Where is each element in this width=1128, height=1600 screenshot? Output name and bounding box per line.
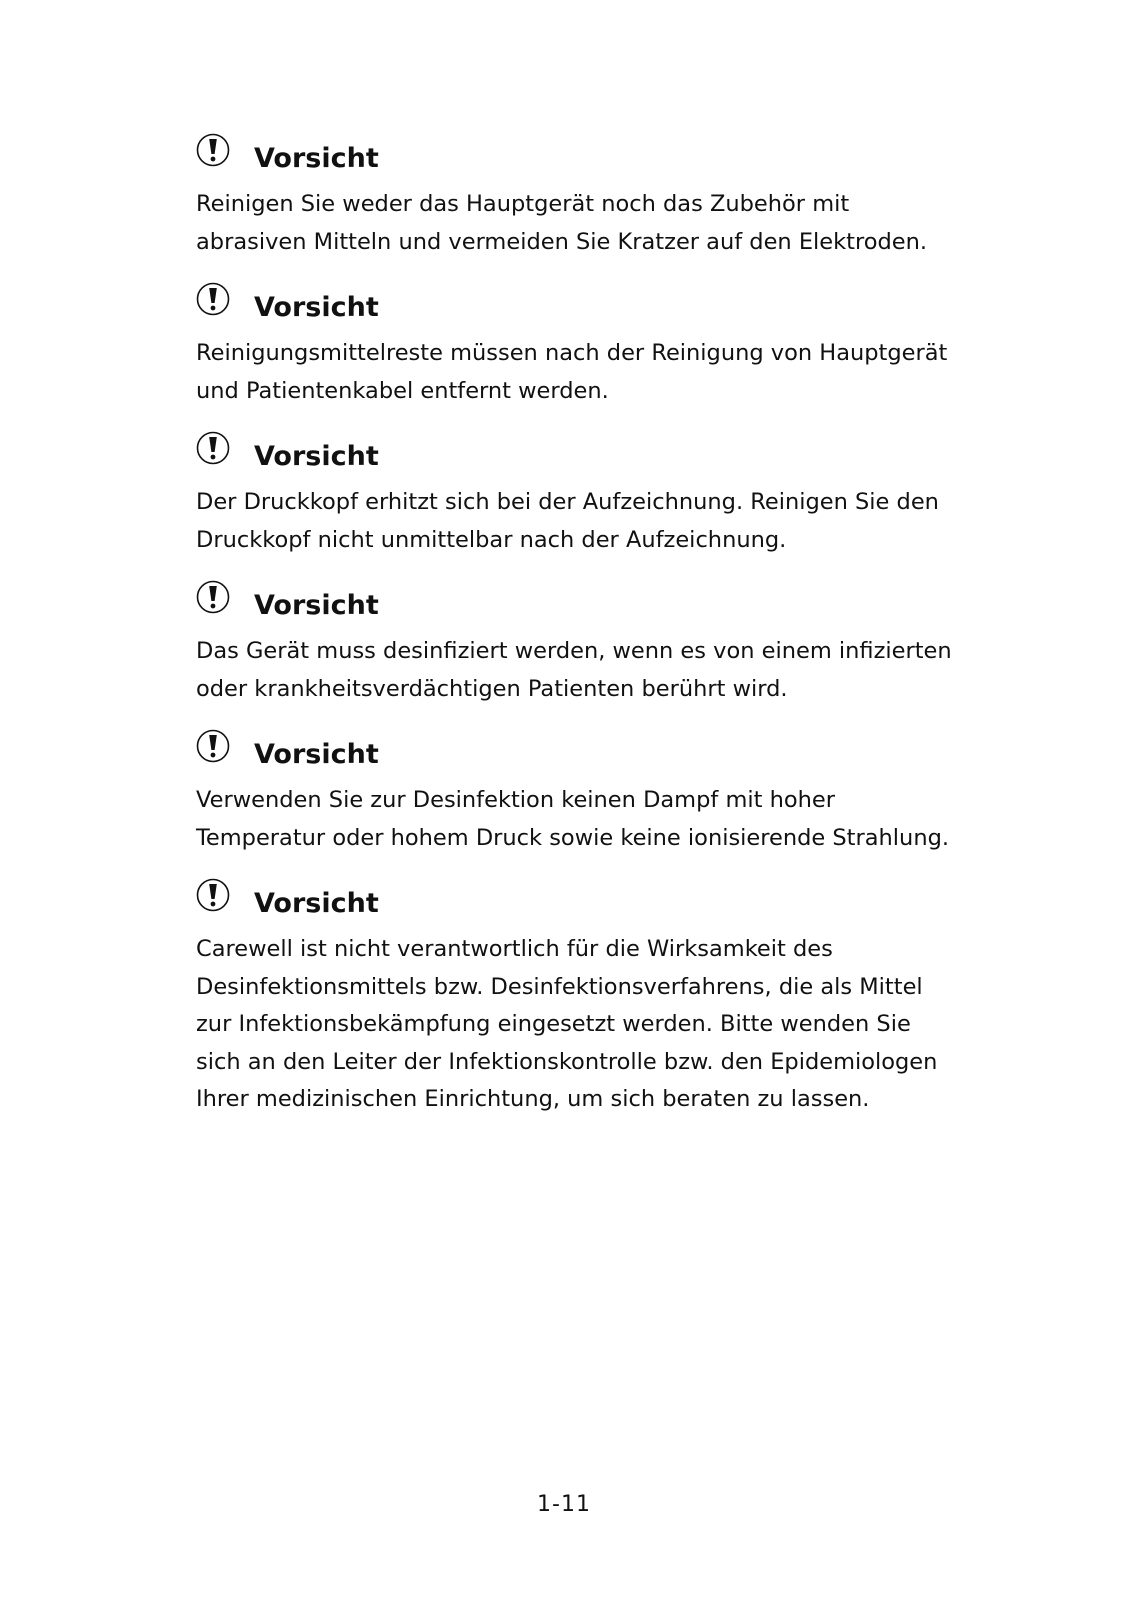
caution-text-line: Verwenden Sie zur Desinfektion keinen Dampf mit hoher	[196, 787, 835, 813]
caution-block	[196, 430, 996, 559]
caution-block	[196, 728, 996, 857]
caution-text	[196, 633, 996, 708]
caution-header	[196, 877, 996, 921]
caution-text-line: Carewell ist nicht verantwortlich für die Wirksamkeit des	[196, 936, 833, 962]
caution-title: Vorsicht	[254, 291, 379, 323]
caution-text	[196, 335, 996, 410]
caution-text-line: Temperatur oder hohem Druck sowie keine ionisierende Strahlung.	[196, 824, 950, 851]
caution-block	[196, 579, 996, 708]
caution-text-line: Reinigen Sie weder das Hauptgerät noch das Zubehör mit	[196, 191, 850, 217]
page-content	[196, 132, 996, 1139]
caution-text	[196, 782, 996, 857]
caution-text-line: sich an den Leiter der Infektionskontrolle bzw. den Epidemiologen	[196, 1048, 938, 1075]
page-number: 1-11	[537, 1492, 591, 1517]
caution-text	[196, 931, 996, 1119]
caution-text-line: Der Druckkopf erhitzt sich bei der Aufzeichnung. Reinigen Sie den	[196, 489, 939, 515]
caution-text-line: und Patientenkabel entfernt werden.	[196, 377, 609, 404]
caution-title: Vorsicht	[254, 887, 379, 919]
caution-text-line: Das Gerät muss desinfiziert werden, wenn es von einem infizierten	[196, 638, 952, 664]
caution-text	[196, 186, 996, 261]
caution-exclamation-icon	[196, 431, 230, 465]
caution-header	[196, 132, 996, 176]
caution-title: Vorsicht	[254, 738, 379, 770]
caution-text-line: Ihrer medizinischen Einrichtung, um sich beraten zu lassen.	[196, 1086, 870, 1112]
caution-block	[196, 281, 996, 410]
caution-title: Vorsicht	[254, 440, 379, 472]
caution-text-line: oder krankheitsverdächtigen Patienten berührt wird.	[196, 675, 788, 702]
caution-title: Vorsicht	[254, 589, 379, 621]
caution-header	[196, 728, 996, 772]
caution-text-line: Druckkopf nicht unmittelbar nach der Aufzeichnung.	[196, 526, 787, 553]
caution-text	[196, 484, 996, 559]
caution-exclamation-icon	[196, 580, 230, 614]
caution-block	[196, 877, 996, 1119]
caution-text-line: Desinfektionsmittels bzw. Desinfektionsverfahrens, die als Mittel	[196, 973, 923, 1000]
caution-text-line: abrasiven Mitteln und vermeiden Sie Kratzer auf den Elektroden.	[196, 228, 928, 255]
caution-exclamation-icon	[196, 729, 230, 763]
caution-title: Vorsicht	[254, 142, 379, 174]
caution-block	[196, 132, 996, 261]
caution-text-line: zur Infektionsbekämpfung eingesetzt werden. Bitte wenden Sie	[196, 1011, 911, 1037]
caution-text-line: Reinigungsmittelreste müssen nach der Reinigung von Hauptgerät	[196, 340, 948, 366]
caution-exclamation-icon	[196, 282, 230, 316]
caution-header	[196, 579, 996, 623]
caution-exclamation-icon	[196, 878, 230, 912]
caution-header	[196, 430, 996, 474]
caution-exclamation-icon	[196, 133, 230, 167]
caution-header	[196, 281, 996, 325]
